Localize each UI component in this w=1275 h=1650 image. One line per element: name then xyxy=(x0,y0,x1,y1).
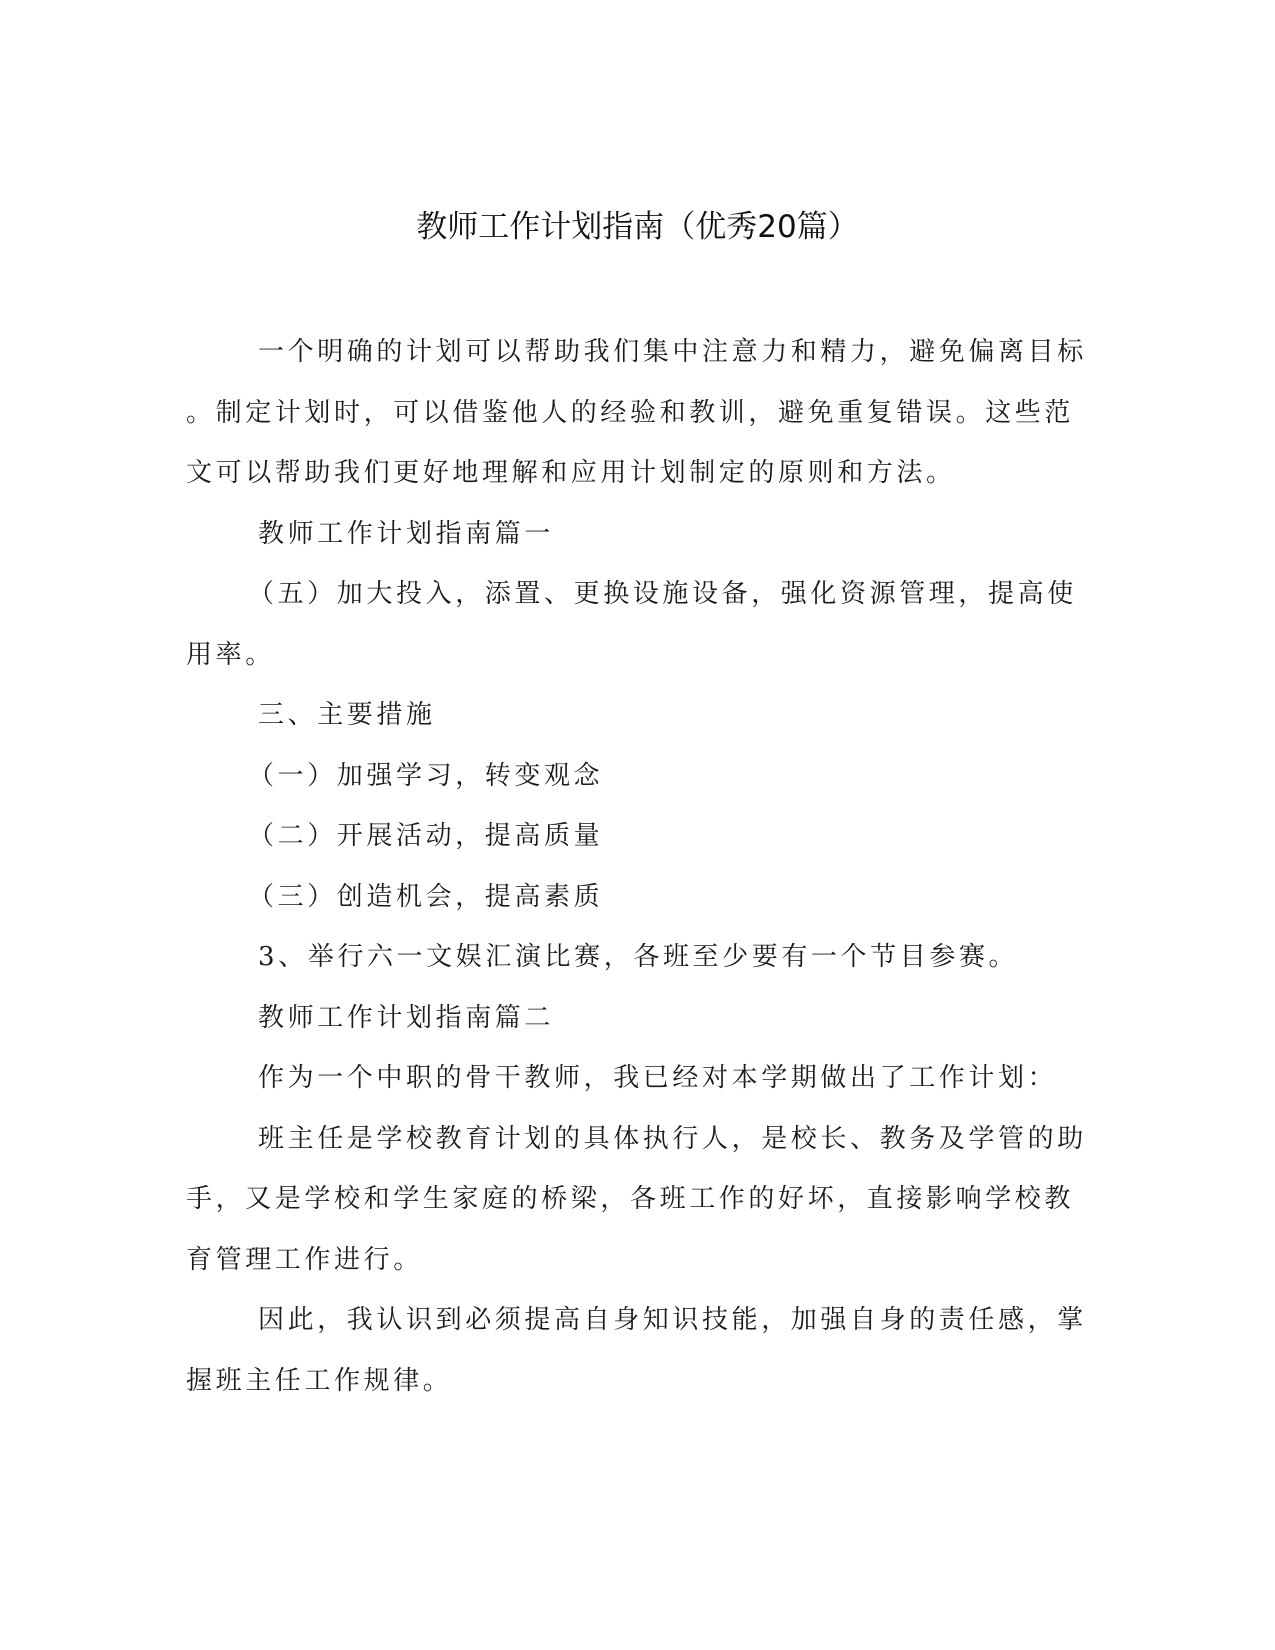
paragraph-line: （五）加大投入，添置、更换设施设备，强化资源管理，提高使 xyxy=(248,579,1077,609)
paragraph-line: 作为一个中职的骨干教师，我已经对本学期做出了工作计划： xyxy=(258,1063,1058,1093)
paragraph-line: 一个明确的计划可以帮助我们集中注意力和精力，避免偏离目标 xyxy=(258,337,1087,367)
section-heading-2: 教师工作计划指南篇二 xyxy=(258,1002,555,1033)
section-heading-1: 教师工作计划指南篇一 xyxy=(258,518,555,549)
paragraph-line: 手，又是学校和学生家庭的桥梁，各班工作的好坏，直接影响学校教 xyxy=(186,1184,1075,1214)
paragraph-line: 文可以帮助我们更好地理解和应用计划制定的原则和方法。 xyxy=(186,458,956,488)
list-item: （一）加强学习，转变观念 xyxy=(248,760,604,791)
paragraph-line: 。制定计划时，可以借鉴他人的经验和教训，避免重复错误。这些范 xyxy=(186,397,1075,428)
document-title: 教师工作计划指南（优秀20篇） xyxy=(416,209,859,245)
list-item: （二）开展活动，提高质量 xyxy=(248,821,604,851)
paragraph-line: 育管理工作进行。 xyxy=(186,1244,423,1275)
paragraph-line: 用率。 xyxy=(186,639,275,670)
list-item: （三）创造机会，提高素质 xyxy=(248,881,604,912)
paragraph-line: 握班主任工作规律。 xyxy=(186,1365,453,1396)
paragraph-line: 因此，我认识到必须提高自身知识技能，加强自身的责任感，掌 xyxy=(258,1305,1087,1335)
document-body xyxy=(186,322,1087,1411)
subheading-measures: 三、主要措施 xyxy=(258,700,436,730)
paragraph-line: 3、举行六一文娱汇演比赛，各班至少要有一个节目参赛。 xyxy=(258,942,1019,972)
paragraph-line: 班主任是学校教育计划的具体执行人，是校长、教务及学管的助 xyxy=(258,1123,1087,1154)
